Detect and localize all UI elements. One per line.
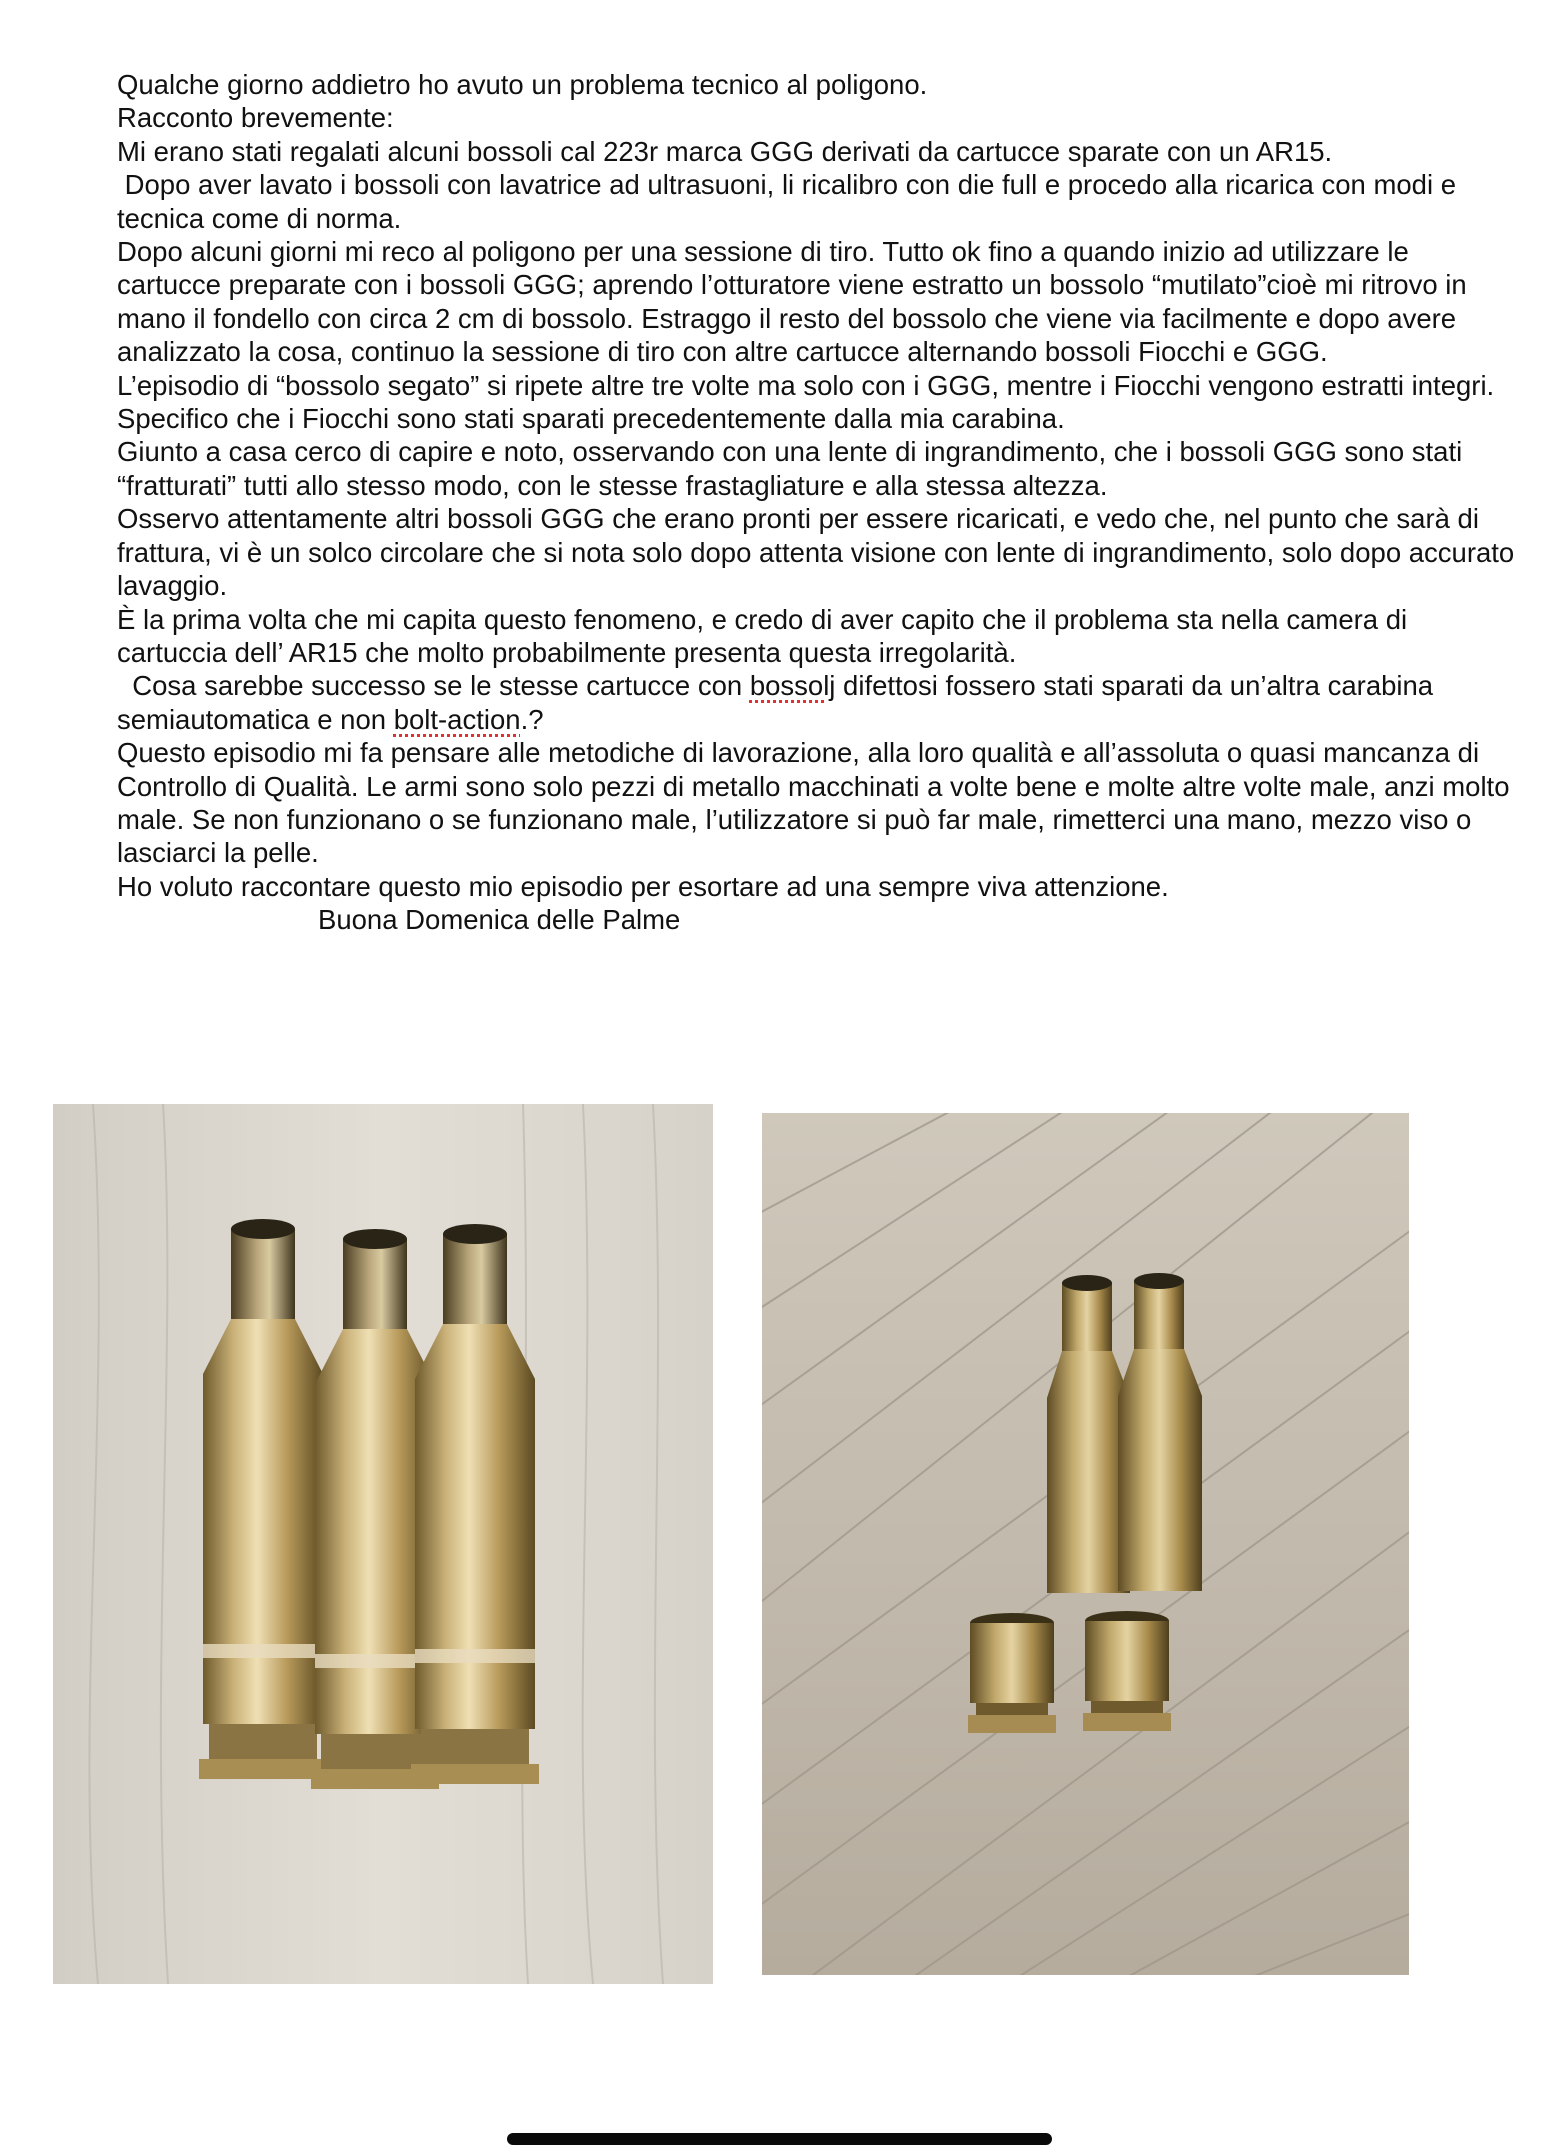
paragraph-3: Mi erano stati regalati alcuni bossoli cal 223r marca GGG derivati da cartucce sparate con un AR15. (117, 135, 1333, 167)
paragraph-1: Qualche giorno addietro ho avuto un problema tecnico al poligono. (117, 69, 928, 100)
case-base-left (968, 1613, 1056, 1733)
paragraph-9: È la prima volta che mi capita questo fenomeno, e credo di aver capito che il problema sta nella camera di cartuccia dell’ AR15 che molto probabilmente presenta questa irregolarità. (117, 603, 1415, 668)
paragraph-10: Questo episodio mi fa pensare alle metodiche di lavorazione, alla loro qualità e all’assoluta o quasi mancanza di Controllo di Qualità. Le armi sono solo pezzi di metallo macchinati a volte bene e molte altre volte male, anzi molto male. Se non funzionano o se funzionano male, l’utilizzatore si può far male, rimetterci una mano, mezzo viso o lasciarci la pelle. (117, 737, 1518, 869)
question-part-2: difettosi fossero stati sparati da un’altra carabina semiautomatica e non (117, 670, 1441, 735)
photo-separated-cases (762, 1113, 1409, 1975)
home-indicator[interactable] (507, 2133, 1052, 2145)
paragraph-8: Osservo attentamente altri bossoli GGG che erano pronti per essere ricaricati, e vedo che, nel punto che sarà di frattura, vi è un solco circolare che si nota solo dopo attenta visione con lente di ingrandimento, solo dopo accurato lavaggio. (117, 503, 1522, 602)
separated-cases-image (762, 1113, 1409, 1975)
photo-intact-cases (53, 1104, 713, 1984)
paragraph-6: L’episodio di “bossolo segato” si ripete altre tre volte ma solo con i GGG, mentre i Fiocchi vengono estratti integri. Specifico che i Fiocchi sono stati sparati precedentemente dalla mia carabina. (117, 369, 1502, 435)
paragraph-2: Racconto brevemente: (117, 102, 394, 134)
question-paragraph (117, 669, 1517, 736)
paragraph-5: Dopo alcuni giorni mi reco al poligono per una sessione di tiro. Tutto ok fino a quando inizio ad utilizzare le cartucce preparate con i bossoli GGG; aprendo l’otturatore viene estratto un bossolo “mutilato”cioè mi ritrovo in mano il fondello con circa 2 cm di bossolo. Estraggo il resto del bossolo che viene via facilmente e dopo avere analizzato la cosa, continuo la sessione di tiro con altre cartucce alternando bossoli Fiocchi e GGG. (117, 236, 1475, 368)
paragraph-4: Dopo aver lavato i bossoli con lavatrice ad ultrasuoni, li ricalibro con die full e procedo alla ricarica con modi e tecnica come di norma. (117, 169, 1464, 234)
paragraph-7: Giunto a casa cerco di capire e noto, osservando con una lente di ingrandimento, che i bossoli GGG sono stati “fratturati” tutti allo stesso modo, con le stesse frastagliature e alla stessa altezza. (117, 436, 1470, 501)
question-part-1: Cosa sarebbe successo se le stesse cartucce con (117, 670, 750, 702)
paragraph-11: Ho voluto raccontare questo mio episodio per esortare ad una sempre viva attenzione. (117, 870, 1169, 902)
question-part-3: .? (520, 703, 544, 735)
misspelled-word-bolt-action[interactable]: bolt-action (393, 703, 521, 735)
intact-cases-image (53, 1104, 713, 1984)
document-body (117, 68, 1522, 937)
case-base-right (1083, 1611, 1171, 1731)
misspelled-word-bossolj[interactable]: bossolj (749, 670, 836, 702)
signoff: Buona Domenica delle Palme (318, 904, 681, 936)
